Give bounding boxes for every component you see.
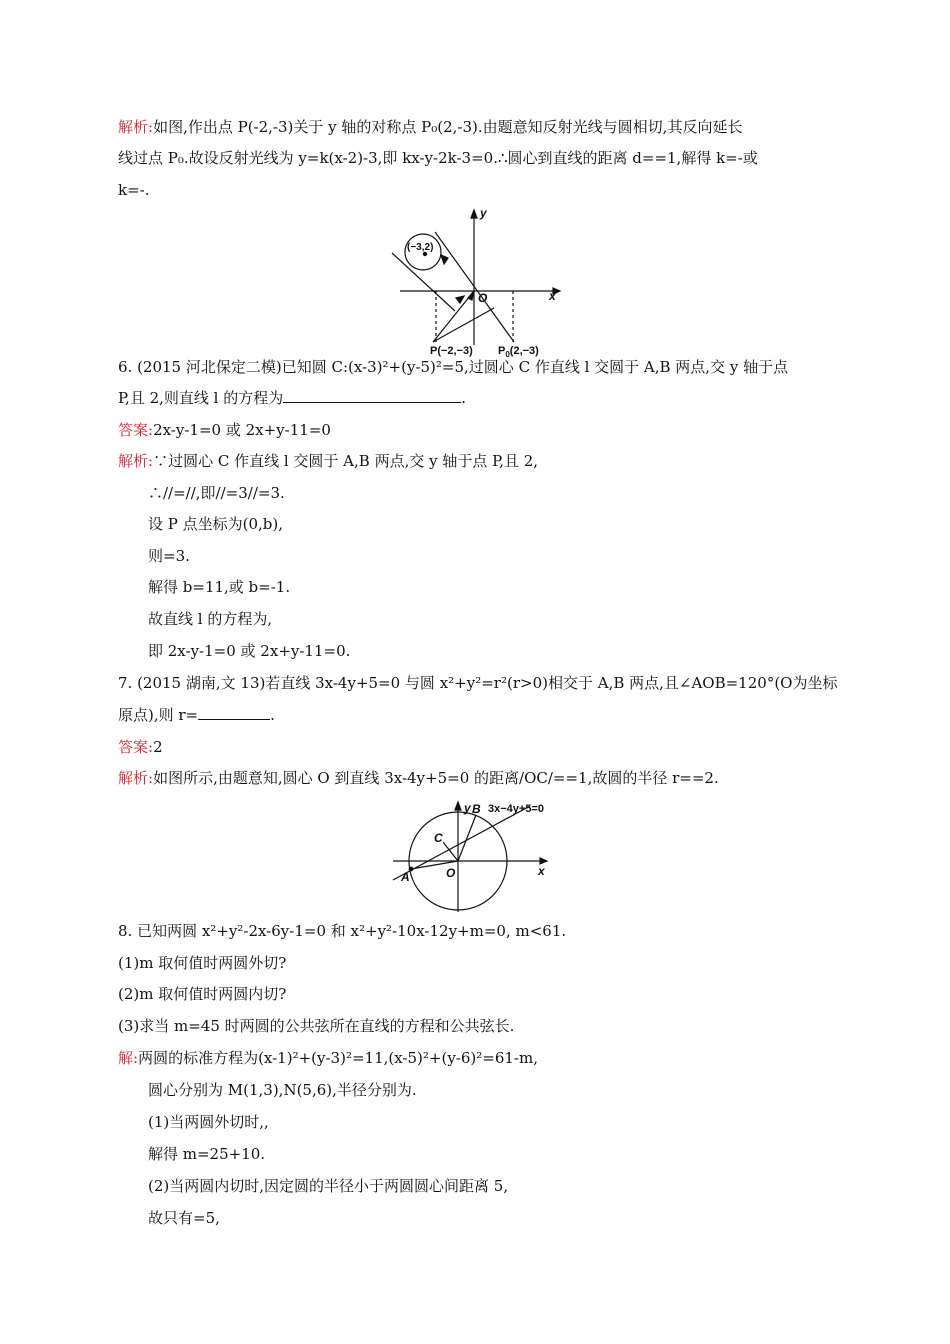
solution-label: 解析: <box>118 118 154 136</box>
q6-solution-6: 故直线 l 的方程为, <box>148 610 273 628</box>
q6-solution-3: 设 P 点坐标为(0,b), <box>148 515 284 533</box>
fig2-c-label: C <box>434 831 443 845</box>
fig1-y-label: y <box>480 206 487 220</box>
fig2-point-a <box>409 867 413 871</box>
fig1-p0-label: $P_0(2,-3)$ <box>498 345 539 359</box>
answer-label: 答案: <box>118 421 154 439</box>
fig1-center-label: (−3,2) <box>407 242 434 253</box>
q6-line-1: 6. (2015 河北保定二模)已知圆 C:(x-3)²+(y-5)²=5,过圆心 C 作直线 l 交圆于 A,B 两点,交 y 轴于点 <box>118 358 789 376</box>
fig2-radius-ob <box>458 815 476 861</box>
q6-solution-5: 解得 b=11,或 b=-1. <box>148 578 291 596</box>
q6-solution-4: 则=3. <box>148 547 190 565</box>
q6-text-2: P,且 2,则直线 l 的方程为 <box>118 389 284 407</box>
q8-line-1: 8. 已知两圆 x²+y²-2x-6y-1=0 和 x²+y²-10x-12y+m=0, m<61. <box>118 922 567 940</box>
q8-solution-3: (1)当两圆外切时,, <box>148 1113 269 1131</box>
solution-label: 解析: <box>118 452 154 470</box>
q6-line-2-end: . <box>461 389 467 407</box>
q7-text-2: 原点),则 r= <box>118 706 199 724</box>
q8-solution-5: (2)当两圆内切时,因定圆的半径小于两圆圆心间距离 5, <box>148 1177 509 1195</box>
q8-solution-4: 解得 m=25+10. <box>148 1145 266 1163</box>
q8-part-3: (3)求当 m=45 时两圆的公共弦所在直线的方程和公共弦长. <box>118 1017 515 1035</box>
q6-solution-2: ∴//=//,即//=3//=3. <box>148 484 285 502</box>
fig2-b-label: B <box>472 802 481 816</box>
q6-answer-text: 2x-y-1=0 或 2x+y-11=0 <box>153 421 331 439</box>
fig1-p-label: P(−2,−3) <box>430 345 473 357</box>
q7-solution-text-1: 如图所示,由题意知,圆心 O 到直线 3x-4y+5=0 的距离/OC/==1,故圆的半径 r==2. <box>153 769 719 787</box>
q8-solution-6: 故只有=5, <box>148 1209 220 1227</box>
p5-line-3: k=-. <box>118 181 150 199</box>
q6-solution-text-1: ∵过圆心 C 作直线 l 交圆于 A,B 两点,交 y 轴于点 P,且 2, <box>153 452 539 470</box>
q7-line-2-end: . <box>270 706 275 724</box>
fig1-x-label: x <box>549 289 556 303</box>
fig1-origin-label: O <box>478 291 488 305</box>
q8-part-2: (2)m 取何值时两圆内切? <box>118 985 287 1003</box>
fig2-line-label: 3x−4y+5=0 <box>488 803 544 815</box>
q6-solution-7: 即 2x-y-1=0 或 2x+y-11=0. <box>148 642 351 660</box>
answer-label: 答案: <box>118 738 154 756</box>
solution-label: 解析: <box>118 769 154 787</box>
q7-line-1: 7. (2015 湖南,文 13)若直线 3x-4y+5=0 与圆 x²+y²=r²(r>0)相交于 A,B 两点,且∠AOB=120°(O为坐标 <box>118 674 838 692</box>
fig2-a-label: A <box>401 870 410 884</box>
p5-text-1: 如图,作出点 P(-2,-3)关于 y 轴的对称点 P₀(2,-3).由题意知反射光线与圆相切,其反向延长 <box>153 118 743 136</box>
q8-solution-1 <box>118 1048 538 1068</box>
fig2-y-label: y <box>464 801 471 815</box>
fig2-y-arrow <box>455 802 461 810</box>
solution-label: 解: <box>118 1049 139 1067</box>
fig2-x-label: x <box>538 864 545 878</box>
q8-part-1: (1)m 取何值时两圆外切? <box>118 954 287 972</box>
p5-line-2: 线过点 P₀.故设反射光线为 y=k(x-2)-3,即 kx-y-2k-3=0.∴圆心到直线的距离 d==1,解得 k=-或 <box>118 149 758 167</box>
fig2-origin-label: O <box>446 866 456 880</box>
q7-answer-text: 2 <box>153 738 163 756</box>
q8-solution-text-1: 两圆的标准方程为(x-1)²+(y-3)²=11,(x-5)²+(y-6)²=61-m, <box>138 1049 538 1067</box>
q8-solution-2: 圆心分别为 M(1,3),N(5,6),半径分别为. <box>148 1081 417 1099</box>
